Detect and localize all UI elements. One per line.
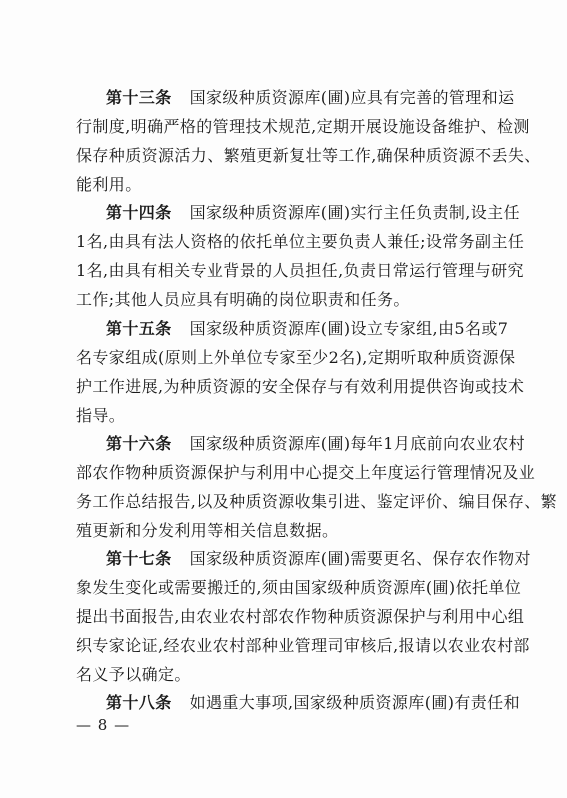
article-line: 护工作进展,为种质资源的安全保存与有效利用提供咨询或技术 <box>76 377 525 396</box>
article-line: 提出书面报告,由农业农村部农作物种质资源保护与利用中心组 <box>76 607 525 626</box>
article-18 <box>76 688 520 717</box>
article-line: 1名,由具有相关专业背景的人员担任,负责日常运行管理与研究 <box>76 261 524 280</box>
article-line: 象发生变化或需要搬迁的,须由国家级种质资源库(圃)依托单位 <box>76 578 522 597</box>
article-first-line <box>76 314 509 343</box>
article-number: 第十六条 <box>106 434 172 453</box>
article-line: 行制度,明确严格的管理技术规范,定期开展设施设备维护、检测 <box>76 117 530 136</box>
article-line: 指导。 <box>76 406 126 425</box>
article-16 <box>76 429 558 545</box>
article-line: 工作;其他人员应具有明确的岗位职责和任务。 <box>76 290 410 309</box>
article-number: 第十三条 <box>106 88 172 107</box>
article-line: 名专家组成(原则上外单位专家至少2名),定期听取种质资源保 <box>76 348 516 367</box>
article-line: 名义予以确定。 <box>76 665 191 684</box>
article-text: 国家级种质资源库(圃)应具有完善的管理和运 <box>189 88 515 107</box>
article-17 <box>76 544 531 689</box>
article-15 <box>76 314 525 430</box>
article-first-line <box>76 429 526 458</box>
article-number: 第十四条 <box>106 203 172 222</box>
article-first-line <box>76 198 520 227</box>
article-first-line <box>76 544 531 573</box>
article-text: 国家级种质资源库(圃)需要更名、保存农作物对 <box>189 549 531 568</box>
article-text: 国家级种质资源库(圃)实行主任负责制,设主任 <box>189 203 520 222</box>
article-14 <box>76 198 525 314</box>
article-number: 第十八条 <box>106 693 172 712</box>
article-text: 国家级种质资源库(圃)每年1月底前向农业农村 <box>189 434 526 453</box>
article-text: 如遇重大事项,国家级种质资源库(圃)有责任和 <box>189 693 520 712</box>
article-first-line <box>76 83 515 112</box>
page-number: — 8 — <box>76 716 131 734</box>
article-line: 部农作物种质资源保护与利用中心提交上年度运行管理情况及业 <box>76 463 536 482</box>
article-line: 殖更新和分发利用等相关信息数据。 <box>76 521 339 540</box>
article-number: 第十七条 <box>106 549 172 568</box>
article-number: 第十五条 <box>106 319 172 338</box>
article-line: 能利用。 <box>76 175 142 194</box>
article-line: 务工作总结报告,以及种质资源收集引进、鉴定评价、编目保存、繁 <box>76 492 558 511</box>
article-text: 国家级种质资源库(圃)设立专家组,由5名或7 <box>189 319 509 338</box>
article-13 <box>76 83 541 199</box>
article-first-line <box>76 688 520 717</box>
article-line: 保存种质资源活力、繁殖更新复壮等工作,确保种质资源不丢失、 <box>76 146 541 165</box>
article-line: 织专家论证,经农业农村部种业管理司审核后,报请以农业农村部 <box>76 636 530 655</box>
article-line: 1名,由具有法人资格的依托单位主要负责人兼任;设常务副主任 <box>76 232 525 251</box>
